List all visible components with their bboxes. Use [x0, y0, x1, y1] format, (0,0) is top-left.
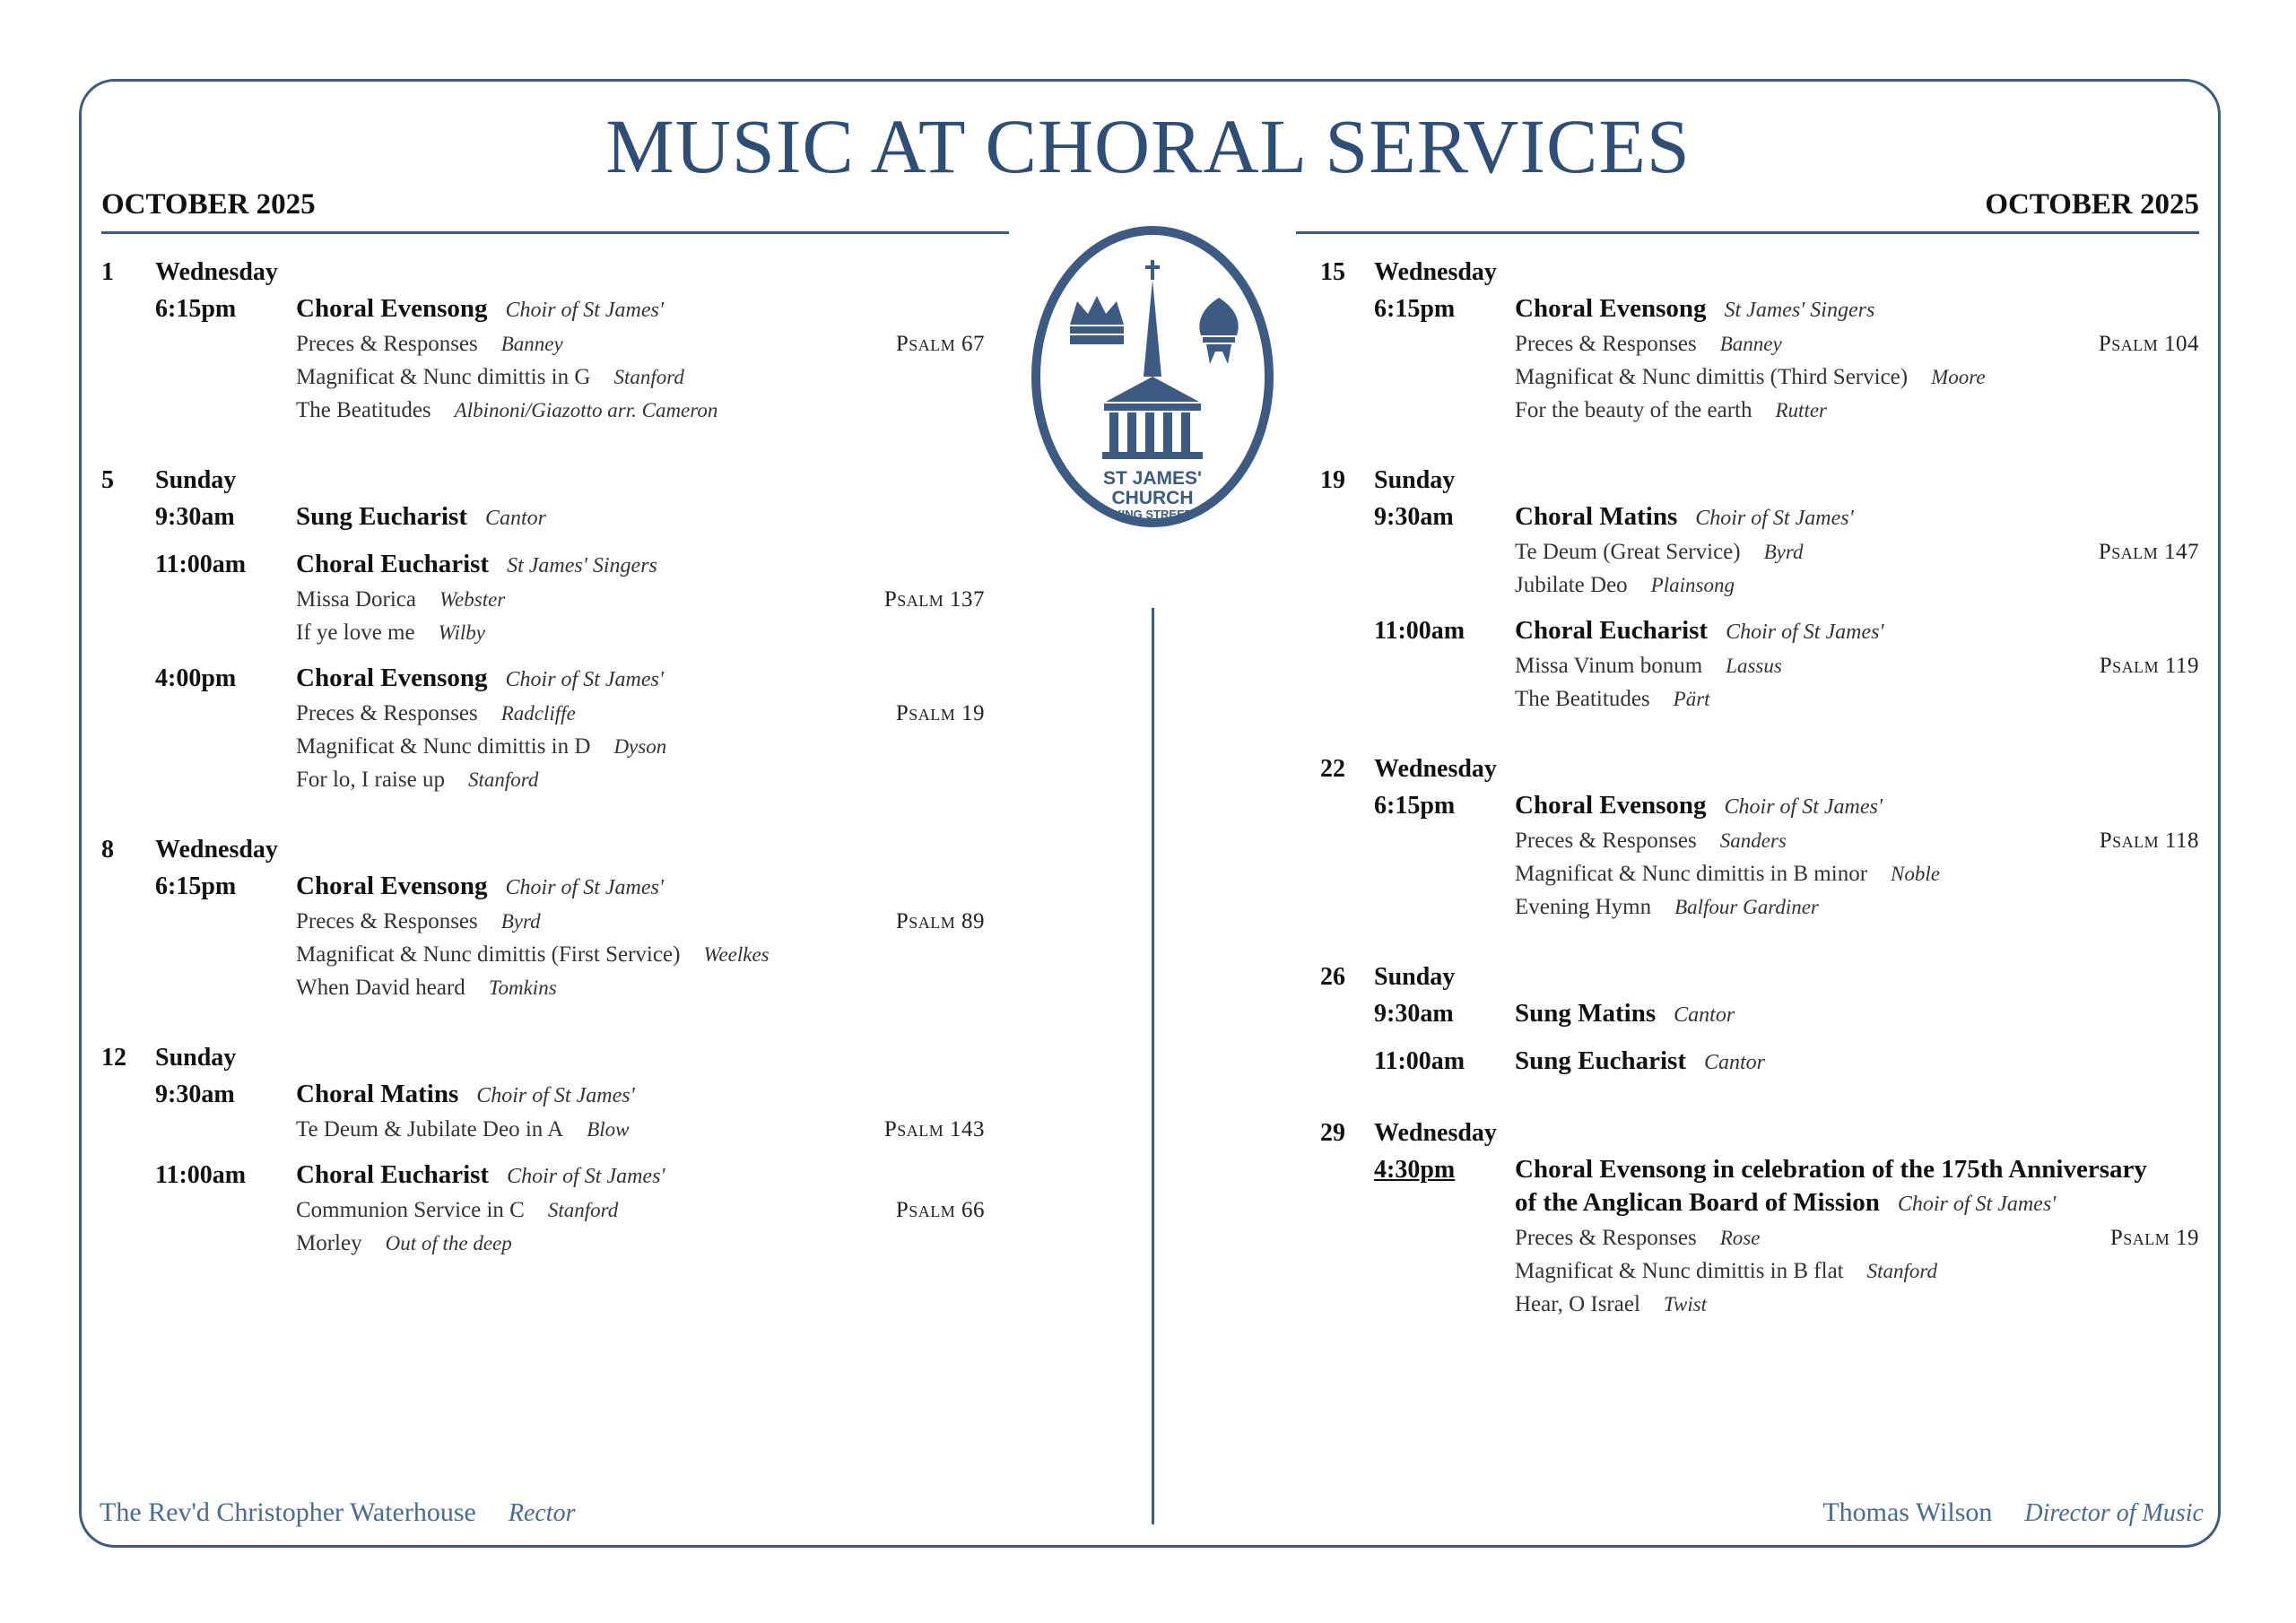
- music-composer: Moore: [1931, 366, 1986, 388]
- service-choir: Choir of St James': [476, 1084, 635, 1107]
- service-details: [296, 662, 985, 796]
- music-title: Preces & Responses: [296, 332, 478, 356]
- day-heading: [101, 258, 985, 292]
- rule-left: [101, 231, 1009, 234]
- service-name-line: [1515, 789, 2199, 824]
- music-item-work: [1515, 360, 1986, 394]
- music-item-work: [1515, 682, 1710, 716]
- service-name: Choral Eucharist: [296, 550, 490, 578]
- service-entry: [1320, 1045, 2199, 1080]
- music-title: Preces & Responses: [1515, 332, 1697, 356]
- service-time: 11:00am: [1374, 1047, 1465, 1075]
- music-title: The Beatitudes: [296, 398, 431, 422]
- service-name-line: [1515, 500, 2199, 535]
- day-block: [101, 258, 985, 427]
- day-name: Sunday: [1374, 963, 1456, 991]
- service-choir: Cantor: [1674, 1003, 1735, 1027]
- day-date: 12: [101, 1044, 126, 1072]
- music-composer: Rose: [1719, 1227, 1761, 1249]
- service-time: 11:00am: [155, 551, 247, 578]
- music-title: When David heard: [296, 976, 465, 1000]
- month-heading-right: OCTOBER 2025: [1985, 188, 2199, 221]
- music-composer: Rutter: [1775, 399, 1827, 421]
- day-date: 15: [1320, 258, 1345, 286]
- service-choir: Choir of St James': [1724, 795, 1883, 819]
- service-time: 6:15pm: [1374, 295, 1456, 323]
- service-details: [296, 548, 985, 649]
- music-title: Hear, O Israel: [1515, 1292, 1640, 1316]
- music-title: For the beauty of the earth: [1515, 398, 1752, 422]
- service-details: [1515, 292, 2199, 427]
- service-details: [1515, 997, 2199, 1032]
- music-item: [1515, 682, 2199, 716]
- service-name-line: [1515, 1045, 2199, 1080]
- service-name: Choral Evensong in celebration of the 175th Anniversary: [1515, 1155, 2147, 1184]
- music-item: [1515, 857, 2199, 890]
- music-title: Missa Vinum bonum: [1515, 654, 1703, 678]
- service-name: Choral Matins: [1515, 502, 1678, 531]
- service-name-line: [1515, 292, 2199, 327]
- music-composer: Byrd: [1763, 541, 1804, 563]
- psalm-number: Psalm 89: [895, 909, 985, 933]
- day-name: Sunday: [1374, 466, 1456, 494]
- day-date: 1: [101, 258, 114, 286]
- music-item: [1515, 535, 2199, 568]
- psalm-number: Psalm 143: [883, 1117, 985, 1141]
- music-item: [1515, 394, 2199, 427]
- music-item: [296, 394, 985, 427]
- music-item: [296, 1193, 985, 1227]
- music-item-work: [296, 360, 684, 394]
- service-entry: [101, 1078, 985, 1146]
- psalm-number: Psalm 118: [2099, 829, 2199, 853]
- day-block: [1320, 755, 2199, 924]
- music-composer: Byrd: [500, 910, 541, 933]
- service-entry: [1320, 614, 2199, 716]
- music-item-work: [1515, 857, 1940, 890]
- music-item: [296, 360, 985, 394]
- music-item: [296, 938, 985, 971]
- music-title: Evening Hymn: [1515, 895, 1652, 919]
- music-item-work: [296, 616, 485, 649]
- music-item-work: [296, 971, 557, 1004]
- service-name: Choral Matins: [296, 1080, 459, 1108]
- service-details: [296, 500, 985, 535]
- music-title: Magnificat & Nunc dimittis (Third Service): [1515, 365, 1909, 389]
- psalm-number: Psalm 137: [883, 587, 985, 612]
- service-details: [296, 292, 985, 427]
- music-item: [296, 327, 985, 360]
- music-item: [296, 583, 985, 616]
- music-composer: Banney: [1719, 333, 1782, 355]
- service-entry: [1320, 997, 2199, 1032]
- music-title: If ye love me: [296, 621, 415, 645]
- service-time: 6:15pm: [1374, 792, 1456, 820]
- psalm-number: Psalm 67: [895, 332, 985, 356]
- day-name: Wednesday: [1374, 1119, 1497, 1147]
- service-choir: Cantor: [1703, 1051, 1765, 1074]
- music-composer: Stanford: [467, 768, 539, 791]
- music-item-work: [296, 1227, 512, 1260]
- service-time: 9:30am: [155, 1081, 235, 1108]
- music-composer: Plainsong: [1650, 574, 1735, 596]
- music-item-work: [296, 938, 770, 971]
- psalm-number: Psalm 147: [2098, 540, 2199, 564]
- center-divider: [1152, 608, 1154, 1524]
- music-composer: Twist: [1663, 1293, 1708, 1315]
- music-item-work: [296, 763, 538, 796]
- day-date: 19: [1320, 466, 1345, 494]
- day-date: 5: [101, 466, 114, 494]
- service-choir: St James' Singers: [507, 554, 657, 577]
- music-composer: Balfour Gardiner: [1674, 896, 1819, 918]
- service-entry: [1320, 500, 2199, 602]
- service-time: 6:15pm: [155, 295, 237, 323]
- music-item: [1515, 1221, 2199, 1254]
- service-name-line: [296, 662, 985, 697]
- day-name: Wednesday: [155, 836, 278, 864]
- service-entry: [1320, 1153, 2199, 1321]
- music-title: The Beatitudes: [1515, 687, 1650, 711]
- day-block: [101, 1044, 985, 1260]
- schedule-right-column: [1320, 258, 2199, 1360]
- music-item-work: [296, 697, 576, 730]
- service-entry: [101, 500, 985, 535]
- service-details: [296, 1078, 985, 1146]
- service-name: Choral Evensong: [296, 294, 488, 323]
- service-name-line: [296, 870, 985, 905]
- service-details: [1515, 500, 2199, 602]
- service-choir: St James' Singers: [1724, 299, 1875, 322]
- music-item: [296, 1113, 985, 1146]
- music-item: [296, 905, 985, 938]
- day-block: [101, 836, 985, 1004]
- psalm-number: Psalm 19: [2109, 1226, 2199, 1250]
- psalm-number: Psalm 19: [895, 701, 985, 725]
- psalm-number: Psalm 66: [895, 1198, 985, 1222]
- day-block: [101, 466, 985, 796]
- music-composer: Noble: [1891, 863, 1940, 885]
- music-composer: Banney: [500, 333, 563, 355]
- rector-role: Rector: [508, 1499, 576, 1527]
- service-time: 6:15pm: [155, 872, 237, 900]
- service-name: Choral Evensong: [296, 872, 488, 900]
- music-item-work: [1515, 824, 1787, 857]
- director-name: Thomas Wilson: [1822, 1497, 1993, 1527]
- service-name-line: [296, 1078, 985, 1113]
- music-item-work: [296, 1193, 618, 1227]
- music-composer: Pärt: [1673, 688, 1710, 710]
- music-composer: Out of the deep: [385, 1232, 512, 1254]
- day-heading: [1320, 1119, 2199, 1153]
- service-time: 4:00pm: [155, 664, 237, 692]
- church-crest-logo: [1027, 224, 1278, 538]
- music-title: Preces & Responses: [1515, 1226, 1697, 1250]
- music-item: [1515, 649, 2199, 682]
- day-name: Wednesday: [1374, 258, 1497, 286]
- psalm-number: Psalm 104: [2098, 332, 2199, 356]
- service-details: [1515, 1045, 2199, 1080]
- music-item-work: [1515, 890, 1819, 924]
- rector-name: The Rev'd Christopher Waterhouse: [100, 1497, 476, 1527]
- music-item: [296, 730, 985, 763]
- day-block: [1320, 258, 2199, 427]
- music-item-work: [296, 583, 505, 616]
- service-time: 11:00am: [1374, 617, 1465, 645]
- service-choir: Choir of St James': [507, 1165, 665, 1188]
- music-composer: Sanders: [1719, 829, 1787, 852]
- day-heading: [1320, 466, 2199, 500]
- music-title: Magnificat & Nunc dimittis (First Service): [296, 942, 681, 967]
- service-time: 11:00am: [155, 1161, 247, 1189]
- service-time: 9:30am: [155, 503, 235, 531]
- music-item-work: [1515, 1221, 1760, 1254]
- service-name: Choral Evensong: [1515, 294, 1707, 323]
- music-item-work: [296, 394, 718, 427]
- service-choir: Choir of St James': [1726, 621, 1884, 644]
- crest-text-line3: KING STREET: [1113, 508, 1192, 521]
- service-entry: [1320, 789, 2199, 924]
- music-composer: Albinoni/Giazotto arr. Cameron: [454, 399, 718, 421]
- music-item-work: [1515, 394, 1827, 427]
- music-composer: Wilby: [438, 621, 485, 644]
- music-item: [296, 697, 985, 730]
- service-name: Sung Eucharist: [1515, 1046, 1686, 1075]
- day-name: Wednesday: [155, 258, 278, 286]
- music-title: Preces & Responses: [1515, 829, 1697, 853]
- music-composer: Webster: [439, 588, 506, 611]
- music-title: Te Deum & Jubilate Deo in A: [296, 1117, 564, 1141]
- music-title: Magnificat & Nunc dimittis in B flat: [1515, 1259, 1844, 1283]
- service-choir: Choir of St James': [1897, 1193, 2057, 1216]
- service-entry: [101, 870, 985, 1004]
- day-date: 26: [1320, 963, 1345, 991]
- crest-text-line1: ST JAMES': [1102, 468, 1203, 489]
- music-item: [1515, 1254, 2199, 1288]
- service-name: Sung Matins: [1515, 999, 1657, 1028]
- service-details: [1515, 789, 2199, 924]
- day-block: [1320, 1119, 2199, 1321]
- day-heading: [101, 836, 985, 870]
- footer-left: [100, 1497, 575, 1528]
- day-heading: [1320, 963, 2199, 997]
- music-title: Missa Dorica: [296, 587, 416, 612]
- service-name: Choral Evensong: [296, 664, 488, 692]
- day-heading: [1320, 755, 2199, 789]
- psalm-number: Psalm 119: [2099, 654, 2199, 678]
- service-name: Choral Evensong: [1515, 791, 1707, 820]
- music-item: [1515, 890, 2199, 924]
- music-item-work: [296, 327, 563, 360]
- day-name: Wednesday: [1374, 755, 1497, 783]
- day-heading: [101, 466, 985, 500]
- music-title: Morley: [296, 1231, 362, 1255]
- director-role: Director of Music: [2024, 1499, 2204, 1527]
- service-choir: Choir of St James': [505, 668, 664, 691]
- service-details: [296, 870, 985, 1004]
- music-item-work: [296, 730, 666, 763]
- music-item-work: [1515, 535, 1803, 568]
- music-item: [296, 971, 985, 1004]
- service-entry: [101, 662, 985, 796]
- music-composer: Stanford: [613, 366, 684, 388]
- music-composer: Radcliffe: [500, 702, 576, 725]
- day-date: 22: [1320, 755, 1345, 783]
- music-item-work: [1515, 327, 1782, 360]
- day-heading: [1320, 258, 2199, 292]
- music-title: Preces & Responses: [296, 701, 478, 725]
- service-name-line: [296, 548, 985, 583]
- music-title: For lo, I raise up: [296, 768, 445, 792]
- music-item-work: [1515, 649, 1782, 682]
- service-choir: Choir of St James': [1695, 507, 1854, 530]
- music-item: [1515, 1288, 2199, 1321]
- music-title: Magnificat & Nunc dimittis in G: [296, 365, 591, 389]
- music-item-work: [1515, 1288, 1707, 1321]
- rule-right: [1296, 231, 2199, 234]
- music-item: [296, 1227, 985, 1260]
- music-composer: Stanford: [1866, 1260, 1938, 1282]
- service-name-line: [1515, 997, 2199, 1032]
- music-item-work: [296, 905, 541, 938]
- service-choir: Choir of St James': [505, 299, 664, 322]
- service-time: 9:30am: [1374, 503, 1454, 531]
- service-details: [1515, 614, 2199, 716]
- crest-text-line2: CHURCH: [1111, 488, 1194, 508]
- service-name: Sung Eucharist: [296, 502, 467, 531]
- schedule-left-column: [101, 258, 985, 1299]
- music-item: [296, 616, 985, 649]
- music-item: [296, 763, 985, 796]
- day-name: Sunday: [155, 1044, 237, 1072]
- music-title: Communion Service in C: [296, 1198, 525, 1222]
- day-name: Sunday: [155, 466, 237, 494]
- music-title: Magnificat & Nunc dimittis in D: [296, 734, 591, 759]
- music-item-work: [296, 1113, 629, 1146]
- service-time: 9:30am: [1374, 1000, 1454, 1028]
- service-name-line: [1515, 1153, 2199, 1186]
- service-entry: [101, 548, 985, 649]
- service-choir: Choir of St James': [505, 876, 664, 899]
- page-title: MUSIC AT CHORAL SERVICES: [605, 103, 1691, 189]
- service-details: [1515, 1153, 2199, 1321]
- footer-right: [1822, 1497, 2204, 1528]
- day-date: 8: [101, 836, 114, 864]
- music-title: Te Deum (Great Service): [1515, 540, 1741, 564]
- day-block: [1320, 963, 2199, 1080]
- music-title: Magnificat & Nunc dimittis in B minor: [1515, 862, 1868, 886]
- day-block: [1320, 466, 2199, 716]
- music-composer: Tomkins: [488, 976, 557, 999]
- service-name-line: [296, 292, 985, 327]
- service-name: Choral Eucharist: [296, 1160, 490, 1189]
- music-item: [1515, 327, 2199, 360]
- music-composer: Blow: [587, 1118, 630, 1141]
- service-entry: [1320, 292, 2199, 427]
- music-title: Jubilate Deo: [1515, 573, 1628, 597]
- service-entry: [101, 292, 985, 427]
- music-item: [1515, 360, 2199, 394]
- service-details: [296, 1159, 985, 1260]
- music-item-work: [1515, 568, 1735, 602]
- music-item: [1515, 568, 2199, 602]
- music-title: Preces & Responses: [296, 909, 478, 933]
- service-name-line: [1515, 1186, 2199, 1221]
- month-heading-left: OCTOBER 2025: [101, 188, 316, 221]
- service-name-line: [296, 1159, 985, 1193]
- music-composer: Dyson: [613, 735, 667, 758]
- day-date: 29: [1320, 1119, 1345, 1147]
- service-choir: Cantor: [484, 507, 546, 530]
- service-entry: [101, 1159, 985, 1260]
- music-composer: Stanford: [547, 1199, 619, 1221]
- service-name-line: [1515, 614, 2199, 649]
- music-item-work: [1515, 1254, 1937, 1288]
- music-composer: Weelkes: [703, 943, 770, 966]
- music-item: [1515, 824, 2199, 857]
- service-name-continued: of the Anglican Board of Mission: [1515, 1188, 1880, 1217]
- service-name: Choral Eucharist: [1515, 616, 1709, 645]
- day-heading: [101, 1044, 985, 1078]
- service-time: 4:30pm: [1374, 1156, 1456, 1184]
- service-name-line: [296, 500, 985, 535]
- music-composer: Lassus: [1726, 655, 1782, 677]
